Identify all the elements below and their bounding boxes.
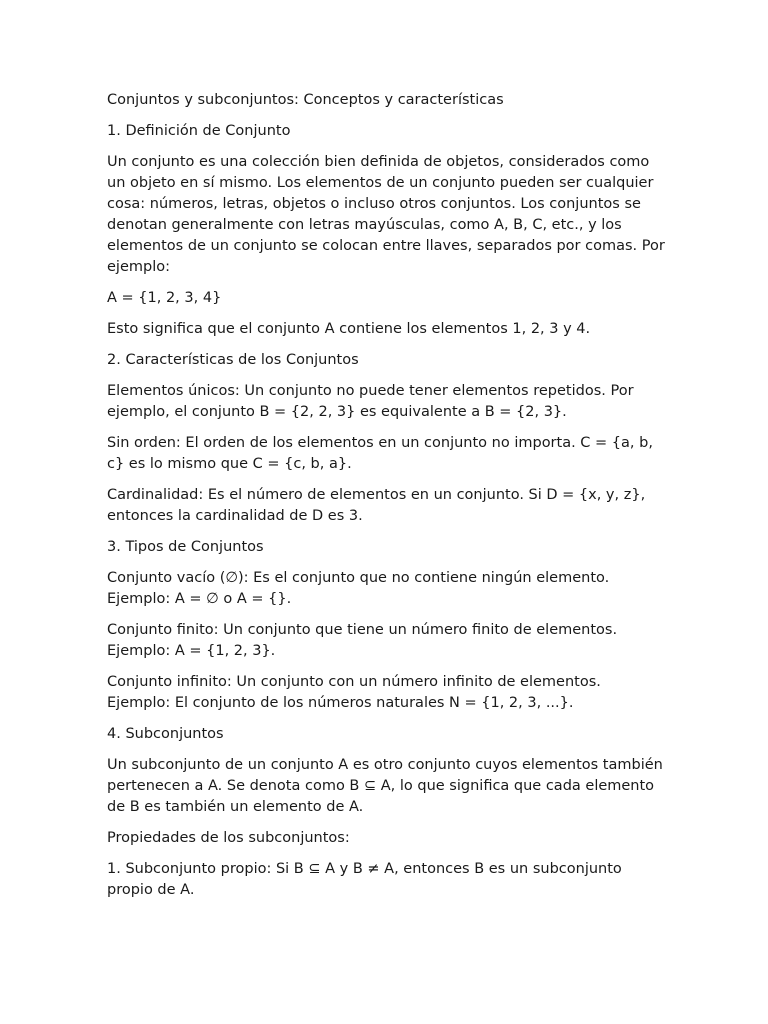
section-1-explanation: Esto significa que el conjunto A contiene los elementos 1, 2, 3 y 4. — [107, 321, 591, 337]
section-2-no-order: Sin orden: El orden de los elementos en un conjunto no importa. C = {a, b, c} es lo mismo que C = {c, b, a}. — [107, 435, 653, 472]
section-2-cardinality: Cardinalidad: Es el número de elementos en un conjunto. Si D = {x, y, z}, entonces la cardinalidad de D es 3. — [107, 487, 646, 524]
section-1-example: A = {1, 2, 3, 4} — [107, 290, 222, 306]
property-1: 1. Subconjunto propio: Si B ⊆ A y B ≠ A, entonces B es un subconjunto propio de A. — [107, 861, 622, 898]
document-page — [107, 90, 667, 911]
section-4-paragraph: Un subconjunto de un conjunto A es otro conjunto cuyos elementos también pertenecen a A. Se denota como B ⊆ A, lo que significa que cada elemento de B es también un elemento de A. — [107, 757, 663, 815]
section-3-finite-set: Conjunto finito: Un conjunto que tiene un número finito de elementos. Ejemplo: A = {1, 2, 3}. — [107, 622, 618, 659]
section-1-paragraph: Un conjunto es una colección bien definida de objetos, considerados como un objeto en sí mismo. Los elementos de un conjunto pueden ser cualquier cosa: números, letras, objetos o incluso otros conjuntos. Los conjuntos se denotan generalmente con letras mayúsculas, como A, B, C, etc., y los elementos de un conjunto se colocan entre llaves, separados por comas. Por ejemplo: — [107, 154, 665, 275]
section-2-heading: 2. Características de los Conjuntos — [107, 352, 359, 368]
section-1-heading: 1. Definición de Conjunto — [107, 123, 291, 139]
section-2-unique-elements: Elementos únicos: Un conjunto no puede tener elementos repetidos. Por ejemplo, el conjunto B = {2, 2, 3} es equivalente a B = {2, 3}. — [107, 383, 634, 420]
section-3-heading: 3. Tipos de Conjuntos — [107, 539, 264, 555]
section-4-heading: 4. Subconjuntos — [107, 726, 224, 742]
section-3-infinite-set: Conjunto infinito: Un conjunto con un número infinito de elementos. Ejemplo: El conjunto de los números naturales N = {1, 2, 3, ...}. — [107, 674, 601, 711]
document-title: Conjuntos y subconjuntos: Conceptos y características — [107, 92, 504, 108]
properties-heading: Propiedades de los subconjuntos: — [107, 830, 350, 846]
section-3-empty-set: Conjunto vacío (∅): Es el conjunto que no contiene ningún elemento. Ejemplo: A = ∅ o A = {}. — [107, 570, 610, 607]
